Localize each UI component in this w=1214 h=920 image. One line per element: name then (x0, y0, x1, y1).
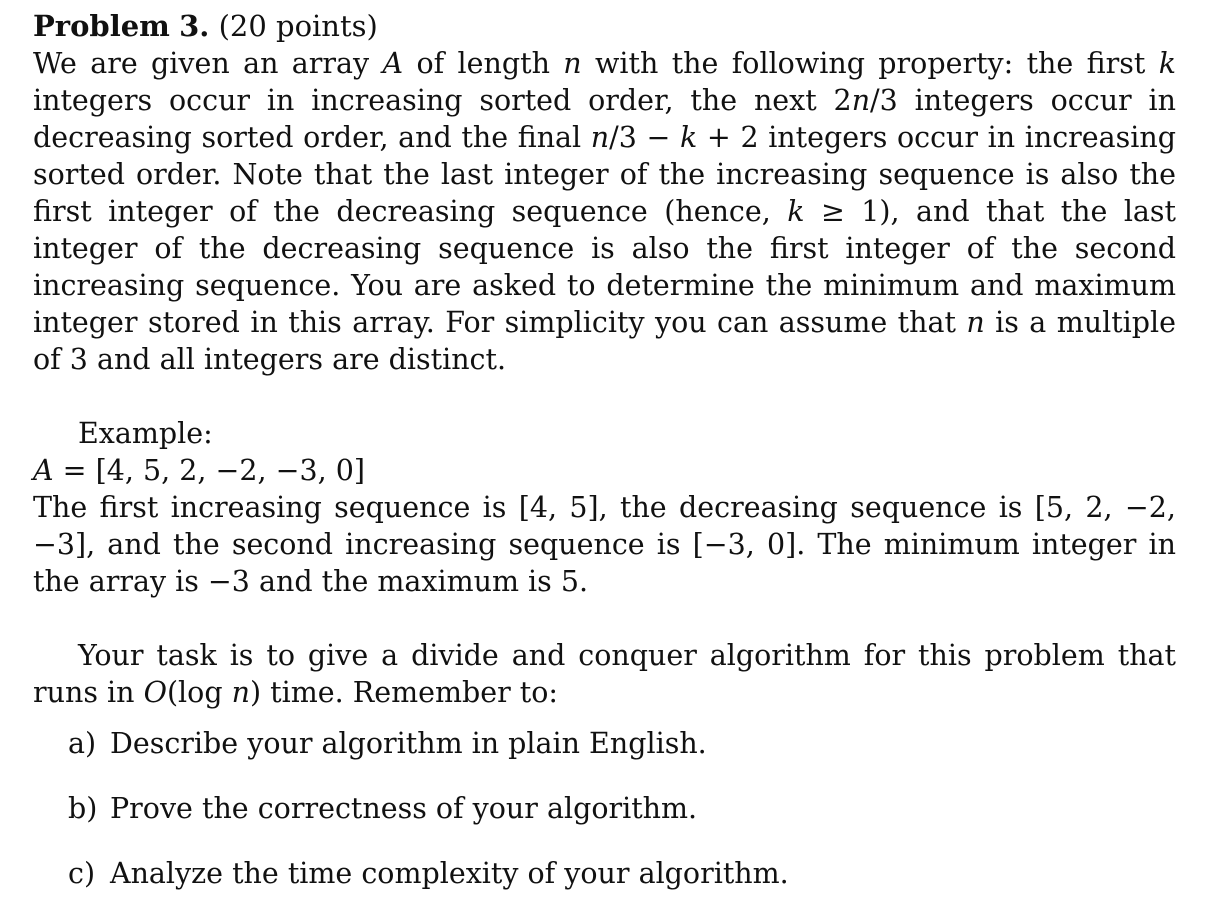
math-var: n (966, 306, 985, 339)
math-var: n (231, 676, 250, 709)
list-item (33, 790, 1176, 827)
example-explanation: The first increasing sequence is [4, 5], the decreasing sequence is [5, 2, −2, −3], and the second increasing sequence is [−3, 0]. The minimum integer in the array is −3 and the maximum is 5. (33, 491, 1176, 598)
statement-text: ≥ 1), and that the last integer of the decreasing sequence is also the first integer of the second increasing sequence. You are asked to determine the minimum and maximum integer stored in this array. For simplicity you can assume that (33, 195, 1177, 339)
math-var: A (33, 454, 54, 487)
statement-text: of length (403, 47, 564, 80)
task-text: (log (166, 676, 232, 709)
list-item-text: Prove the correctness of your algorithm. (110, 792, 698, 825)
problem-heading (33, 8, 1176, 45)
problem-document (33, 8, 1176, 920)
list-marker: b) (68, 792, 98, 825)
statement-text: with the following property: the first (581, 47, 1159, 80)
list-marker: c) (68, 857, 96, 890)
math-var: k (680, 121, 698, 154)
math-var: n (590, 121, 610, 154)
list-item-text: Describe your algorithm in plain English. (110, 727, 707, 760)
requirements-list (33, 725, 1176, 892)
statement-text: integers occur in increasing sorted order, the next 2 (33, 84, 852, 117)
math-var: O (143, 676, 167, 709)
statement-text: /3 − (609, 121, 681, 154)
math-var: k (787, 195, 805, 228)
task-text: ) time. Remember to: (250, 676, 559, 709)
list-item (33, 725, 1176, 762)
statement-text: is a multiple of 3 and all integers are distinct. (33, 306, 1176, 376)
example-label: Example: (78, 417, 213, 450)
example-array (33, 452, 1176, 489)
math-var: n (851, 84, 871, 117)
statement-text: + 2 integers occur in increasing sorted order. Note that the last integer of the increasing sequence is also the first integer of the decreasing sequence (hence, (33, 121, 1177, 228)
statement-text: /3 integers occur in decreasing sorted order, and the final (33, 84, 1177, 154)
math-var: n (563, 47, 582, 80)
task-paragraph (33, 637, 1176, 711)
problem-number: 3. (179, 9, 210, 43)
problem-points: (20 points) (218, 9, 378, 43)
math-var: A (382, 47, 404, 80)
statement-text: We are given an array (33, 47, 383, 80)
list-item-text: Analyze the time complexity of your algorithm. (110, 857, 789, 890)
list-item (33, 855, 1176, 892)
list-marker: a) (68, 727, 97, 760)
array-value: = [4, 5, 2, −2, −3, 0] (53, 454, 365, 487)
task-text: Your task is to give a divide and conquer algorithm for this problem that runs in (33, 639, 1176, 709)
problem-statement (33, 45, 1176, 378)
math-var: k (1158, 47, 1176, 80)
problem-label: Problem (33, 9, 170, 43)
